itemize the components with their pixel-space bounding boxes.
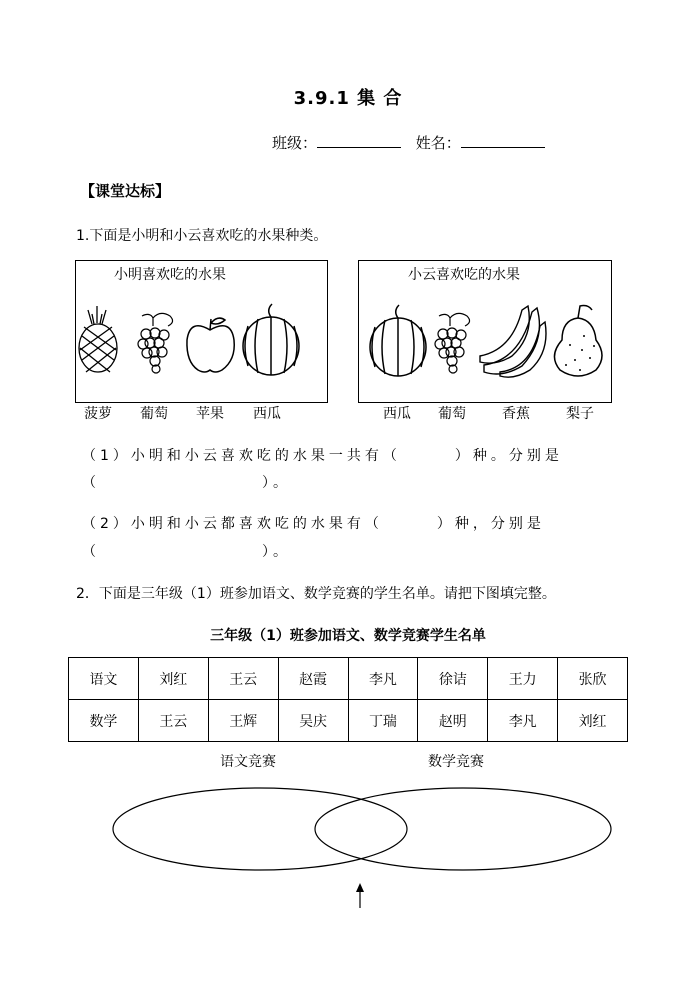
table-cell: 王力: [488, 658, 558, 700]
table-cell: 刘红: [558, 700, 628, 742]
fruit-label: 香蕉: [502, 406, 530, 422]
fruit-label: 苹果: [196, 406, 224, 422]
table-cell: 王云: [208, 658, 278, 700]
subquestion-1-line-1: （1）小明和小云喜欢吃的水果一共有（ ）种。分别是: [82, 448, 563, 464]
table-cell: 王辉: [208, 700, 278, 742]
table-cell: 刘红: [138, 658, 208, 700]
fruit-label: 梨子: [566, 406, 594, 422]
name-label: 姓名：: [415, 134, 461, 152]
fruit-label: 菠萝: [84, 406, 112, 422]
fruit-label: 西瓜: [383, 406, 411, 422]
venn-right-ellipse: [315, 788, 611, 870]
question-1-text: 1.下面是小明和小云喜欢吃的水果种类。: [76, 228, 328, 244]
subquestion-2-line-1: （2）小明和小云都喜欢吃的水果有（ ）种，分别是: [82, 516, 545, 532]
xiaoyun-box-title: 小云喜欢吃的水果: [408, 267, 520, 283]
table-cell: 语文: [69, 658, 139, 700]
venn-left-label: 语文竞赛: [220, 754, 276, 770]
table-cell: 王云: [138, 700, 208, 742]
venn-right-label: 数学竞赛: [428, 754, 484, 770]
table-title: 三年级（1）班参加语文、数学竞赛学生名单: [210, 628, 486, 644]
class-label: 班级：: [272, 134, 318, 152]
table-cell: 李凡: [348, 658, 418, 700]
table-cell: 吴庆: [278, 700, 348, 742]
fruit-label: 葡萄: [140, 406, 168, 422]
table-cell: 徐诘: [418, 658, 488, 700]
fruit-label: 西瓜: [253, 406, 281, 422]
subquestion-2-line-2[interactable]: （ ）。: [82, 544, 291, 560]
table-cell: 赵明: [418, 700, 488, 742]
arrow-up-icon: [356, 883, 364, 908]
question-2-text: 2．下面是三年级（1）班参加语文、数学竞赛的学生名单。请把下图填完整。: [76, 586, 556, 602]
subquestion-1-line-2[interactable]: （ ）。: [82, 475, 291, 491]
venn-left-ellipse: [113, 788, 407, 870]
table-cell: 李凡: [488, 700, 558, 742]
table-cell: 张欣: [558, 658, 628, 700]
table-cell: 数学: [69, 700, 139, 742]
table-cell: 丁瑞: [348, 700, 418, 742]
fruit-label: 葡萄: [438, 406, 466, 422]
table-cell: 赵霞: [278, 658, 348, 700]
page-title: 3.9.1 集 合: [293, 88, 403, 109]
xiaoming-box-title: 小明喜欢吃的水果: [114, 267, 226, 283]
section-heading: 【课堂达标】: [80, 182, 171, 200]
